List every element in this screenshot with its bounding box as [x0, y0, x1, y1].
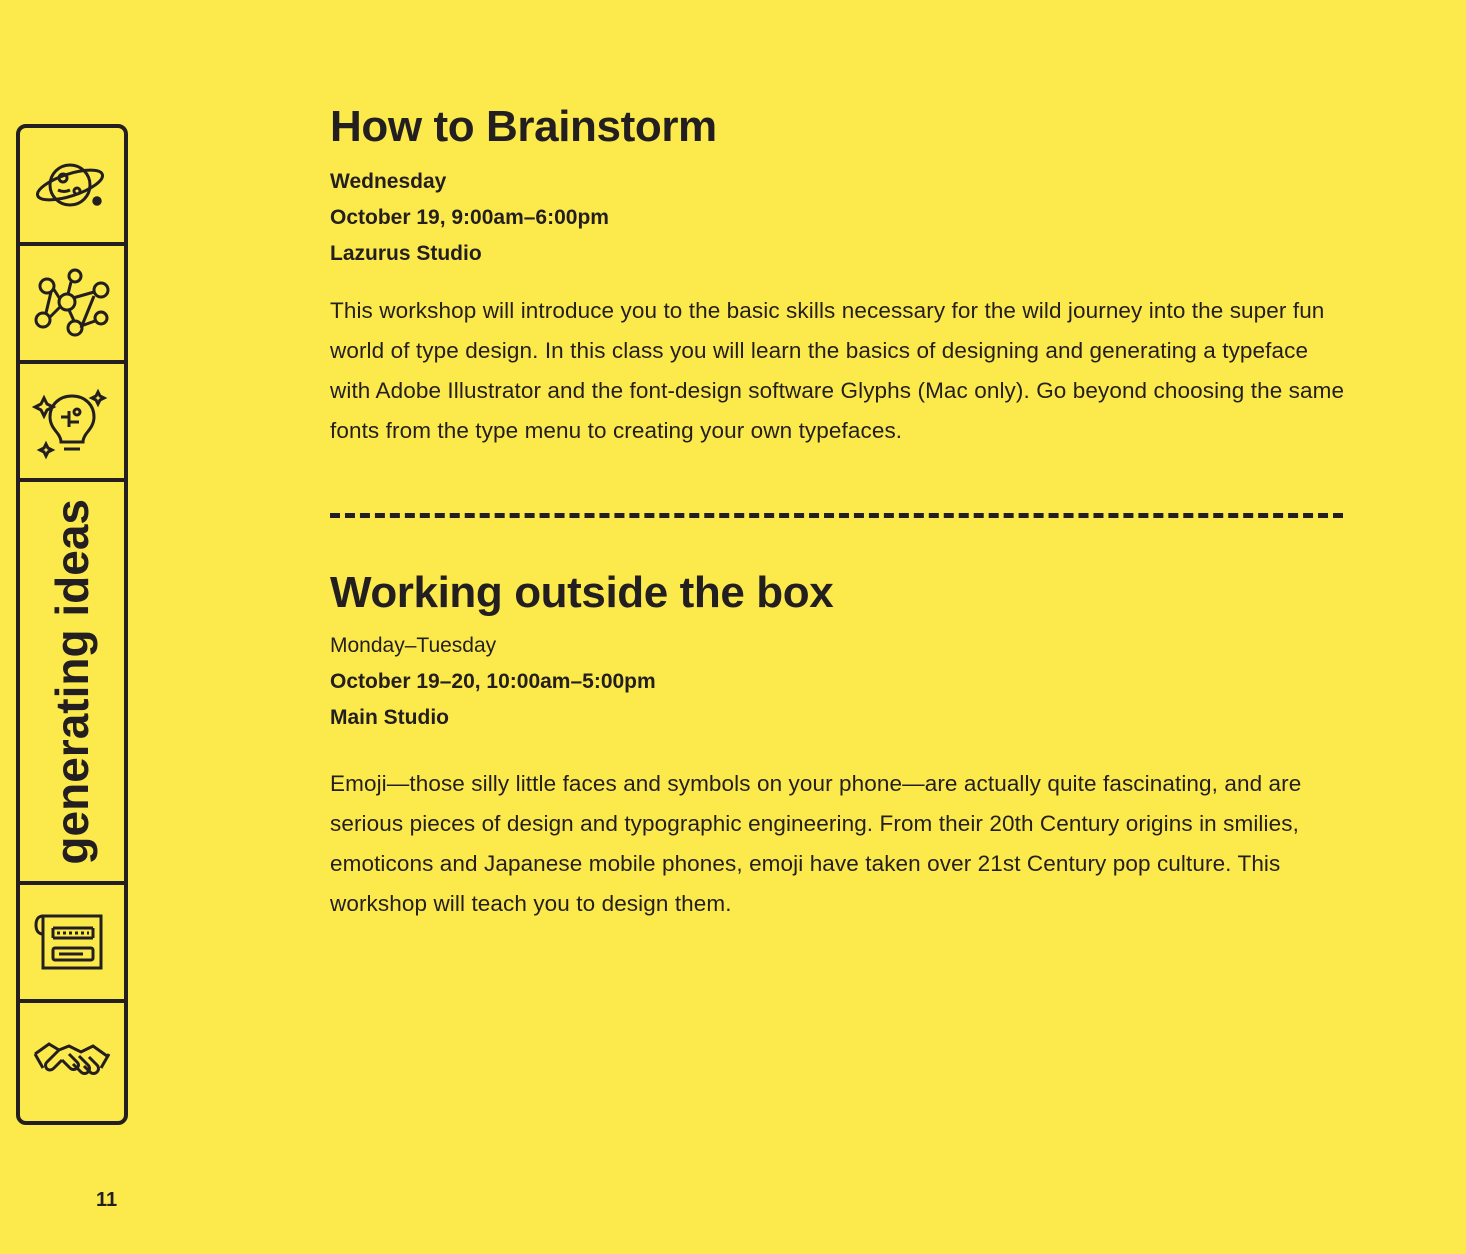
- planet-icon: [36, 152, 108, 218]
- session-location: Lazurus Studio: [330, 242, 482, 266]
- tab-icon-cell-network: [20, 246, 124, 364]
- session-day: Monday–Tuesday: [330, 633, 497, 657]
- session-datetime: October 19, 9:00am–6:00pm: [330, 206, 609, 230]
- tab-icon-cell-handshake: [20, 1003, 124, 1121]
- session-meta: [330, 164, 1350, 272]
- section-divider: [330, 513, 1343, 518]
- sessions-list: [330, 104, 1350, 924]
- section-tab: [16, 124, 128, 1125]
- session-description: Emoji—those silly little faces and symbols on your phone—are actually quite fascinating, and are serious pieces of design and typographic engineering. From their 20th Century origins in smilies, emoticons and Japanese mobile phones, emoji have taken over 21st Century pop culture. This workshop will teach you to design them.: [330, 771, 1302, 917]
- tab-icon-cell-lightbulb: [20, 364, 124, 482]
- section-label: generating ideas: [46, 498, 98, 865]
- tab-label-cell: [20, 482, 124, 885]
- session-description: This workshop will introduce you to the basic skills necessary for the wild journey into the super fun world of type design. In this class you will learn the basics of designing and generating a typeface with Adobe Illustrator and the font-design software Glyphs (Mac only). Go beyond choosing the same fonts from the type menu to creating your own typefaces.: [330, 297, 1345, 443]
- page-number: 11: [96, 1189, 118, 1211]
- session-title: How to Brainstorm: [330, 102, 717, 151]
- tab-icon-cell-planet: [20, 128, 124, 246]
- network-nodes-icon: [31, 266, 113, 340]
- tab-icon-cell-blueprint: [20, 885, 124, 1003]
- session-title: Working outside the box: [330, 567, 834, 617]
- session-card: [330, 567, 1350, 925]
- session-meta: [330, 628, 1350, 736]
- handshake-icon: [29, 1030, 115, 1094]
- session-day: Wednesday: [330, 170, 447, 194]
- blueprint-icon: [29, 906, 115, 978]
- session-card: [330, 104, 1350, 451]
- session-location: Main Studio: [330, 706, 449, 730]
- session-datetime: October 19–20, 10:00am–5:00pm: [330, 670, 656, 693]
- lightbulb-idea-icon: [32, 382, 112, 460]
